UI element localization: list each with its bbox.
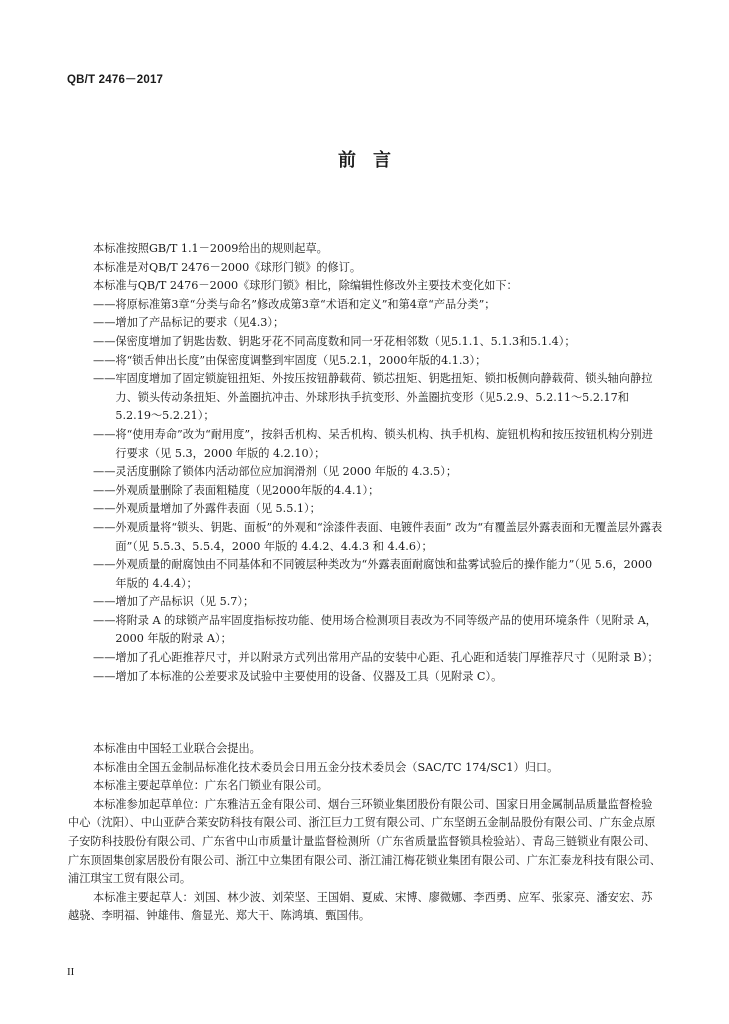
main-drafters-people-para: 本标准主要起草人：刘国、林少波、刘荣坚、王国娟、夏威、宋博、廖微娜、李西勇、应军、张家亮、潘安宏、苏越骁、李明福、钟雄伟、詹显光、郑大干、陈鸿填、甄国伟。 [68,890,653,923]
change-item: —— 外观质量删除了表面粗糙度（见2000年版的4.4.1）； [93,483,380,497]
change-item: —— 增加了产品标识（见 5.7）； [93,595,255,609]
change-item: —— 保密度增加了钥匙齿数、钥匙牙花不同高度数和同一牙花相邻数（见5.1.1、5.1.3和5.1.4）； [93,334,576,348]
participating-drafters-para: 本标准参加起草单位：广东雅洁五金有限公司、烟台三环锁业集团股份有限公司、国家日用金属制品质量监督检验中心（沈阳）、中山亚萨合莱安防科技有限公司、浙江巨力工贸有限公司、广东坚朗五金制品股份有限公司、广东金点原子安防科技股份有限公司、广东省中山市质量计量监督检测所（广东省质量监督锁具检验站）、青岛三链锁业有限公司、广东顶固集创家居股份有限公司、浙江中立集团有限公司、浙江浦江梅花锁业集团有限公司、广东汇泰龙科技有限公司、浦江琪宝工贸有限公司。 [68,797,661,886]
standard-code-header: QB/T 2476－2017 [67,74,164,86]
change-item: —— 灵活度删除了锁体内活动部位应加润滑剂（见 2000 年版的 4.3.5）； [93,465,458,479]
change-item: —— 外观质量的耐腐蚀由不同基体和不同镀层种类改为“外露表面耐腐蚀和盐雾试验后的操作能力”（见 5.6，2000 年版的 4.4.4）； [93,558,653,590]
proposer-line: 本标准由中国轻工业联合会提出。 [93,742,261,755]
change-item: —— 牢固度增加了固定锁旋钮扭矩、外按压按钮静载荷、锁芯扭矩、钥匙扭矩、锁扣板侧向静载荷、锁头轴向静拉力、锁头传动条扭矩、外盖圈抗冲击、外球形执手抗变形、外盖圈抗变形（见5.2.9、5.2.11～5.2.17和5.2.19～5.2.21）； [93,372,653,423]
change-item: —— 将原标准第3章“分类与命名”修改成第3章“术语和定义”和第4章“产品分类”； [93,297,496,311]
change-item: —— 将“使用寿命”改为“耐用度”，按斜舌机构、呆舌机构、锁头机构、执手机构、旋钮机构和按压按钮机构分别进行要求（见 5.3，2000 年版的 4.2.10）； [93,427,653,460]
change-item: —— 将附录 A 的球锁产品牢固度指标按功能、使用场合检测项目表改为不同等级产品的使用环境条件（见附录 A，2000 年版的附录 A）； [93,613,657,646]
page-number: II [67,966,75,978]
main-drafter-line: 本标准主要起草单位：广东名门锁业有限公司。 [93,779,328,793]
intro-line-1: 本标准按照GB/T 1.1－2009给出的规则起草。 [93,242,328,255]
change-item: —— 增加了产品标记的要求（见4.3）； [93,316,285,330]
drafting-info [68,740,663,926]
page-title: 前言 [338,150,408,171]
foreword-body [93,240,663,686]
committee-line: 本标准由全国五金制品标准化技术委员会日用五金分技术委员会（SAC/TC 174/SC1）归口。 [93,760,559,774]
intro-line-2: 本标准是对QB/T 2476－2000《球形门锁》的修订。 [93,260,362,274]
change-item: —— 增加了孔心距推荐尺寸，并以附录方式列出常用产品的安装中心距、孔心距和适装门厚推荐尺寸（见附录 B）； [93,651,659,665]
change-item: —— 增加了本标准的公差要求及试验中主要使用的设备、仪器及工具（见附录 C）。 [93,669,503,683]
change-item: —— 外观质量将“锁头、钥匙、面板”的外观和“涂漆件表面、电镀件表面” 改为“有覆盖层外露表面和无覆盖层外露表面”（见 5.5.3、5.5.4，2000 年版的 4.4.2、4.4.3 和 4.4.6）； [93,520,663,553]
change-item: —— 将“锁舌伸出长度”由保密度调整到牢固度（见5.2.1，2000年版的4.1.3）； [93,353,487,367]
change-item: —— 外观质量增加了外露件表面（见 5.5.1）； [93,502,321,516]
intro-line-3: 本标准与QB/T 2476－2000《球形门锁》相比，除编辑性修改外主要技术变化如下： [93,279,518,293]
